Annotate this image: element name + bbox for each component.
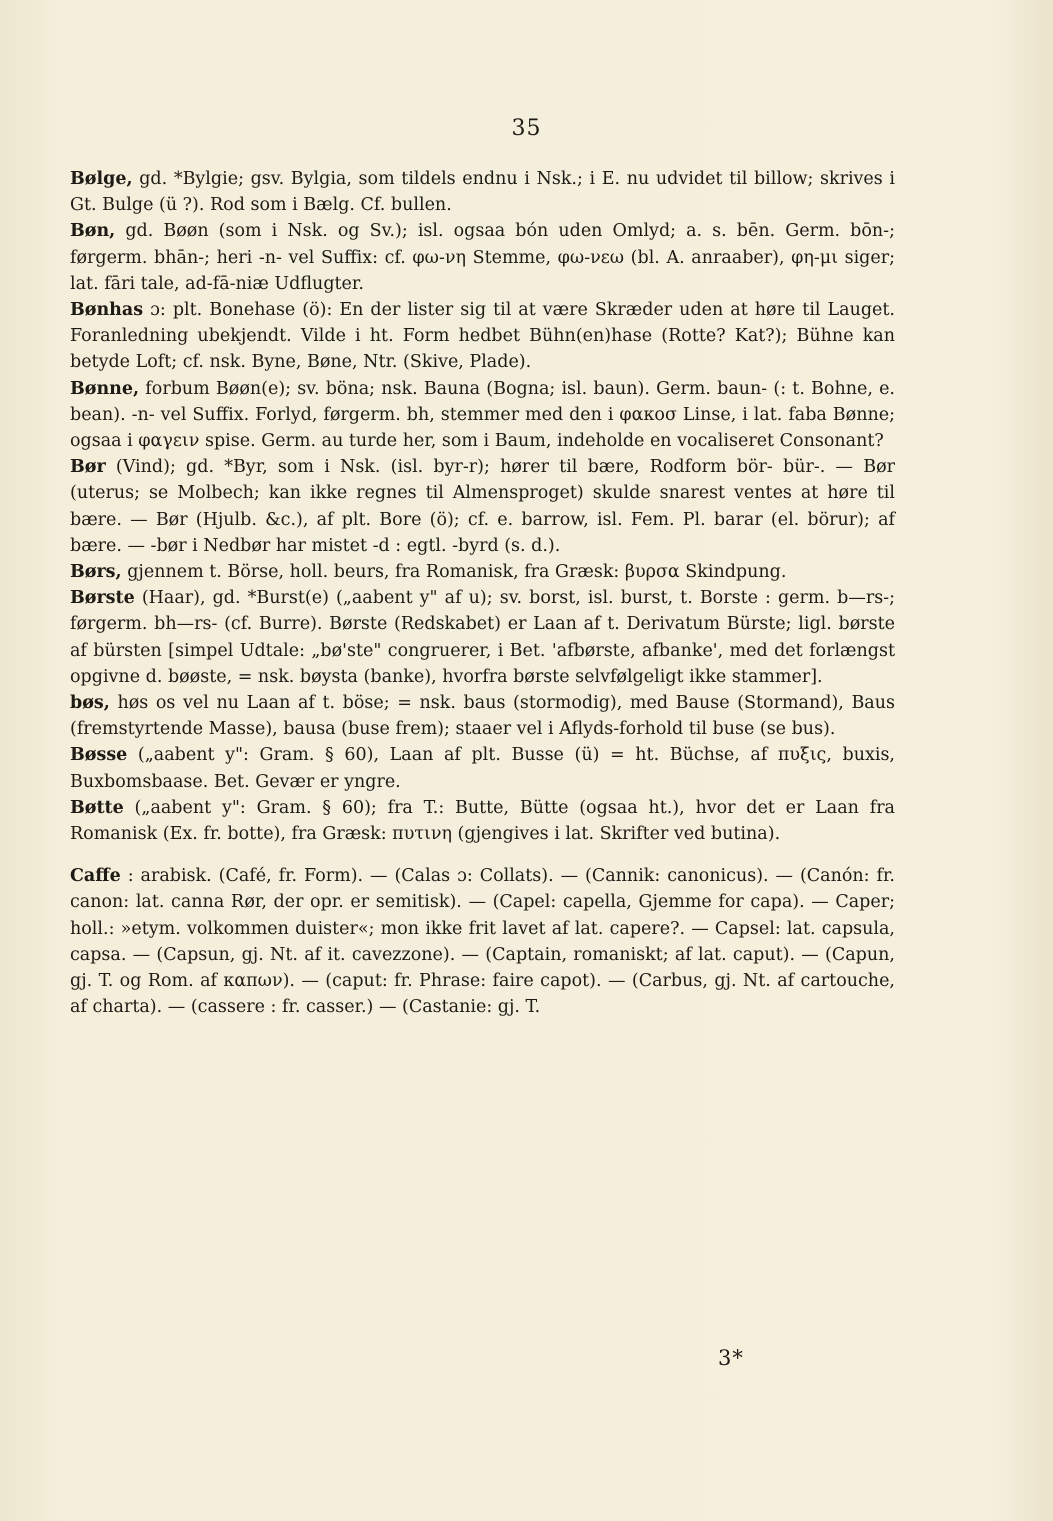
entry-bosse: [70, 742, 895, 794]
entry-headword: bøs,: [70, 693, 110, 714]
entry-borste: [70, 585, 895, 690]
entry-bors: [70, 559, 895, 585]
entry-headword: Bør: [70, 457, 106, 478]
entry-headword: Bøsse: [70, 745, 128, 766]
entry-headword: Bølge,: [70, 169, 133, 189]
entry-headword: Børs,: [70, 562, 122, 583]
entry-text: gd. *Bylgie; gsv. Bylgia, som tildels endnu i Nsk.; i E. nu udvidet til billow; skrives i Gt. Bulge (ü ?). Rod som i Bælg. Cf. bullen.: [70, 169, 895, 216]
page-number: 35: [511, 116, 542, 141]
entry-text: („aabent y": Gram. § 60); fra T.: Butte, Bütte (ogsaa ht.), hvor det er Laan fra Romanisk (Ex. fr. botte), fra Græsk: πυτινη (gjengives i lat. Skrifter ved butina).: [70, 797, 895, 845]
entry-headword: Bøn,: [70, 221, 116, 242]
entry-text: („aabent y": Gram. § 60), Laan af plt. Busse (ü) = ht. Büchse, af πυξις, buxis, Buxbomsbaase. Bet. Gevær er yngre.: [70, 745, 895, 792]
entry-botte: [70, 795, 895, 847]
entry-bos: [70, 690, 895, 742]
entry-headword: Bønne,: [70, 378, 140, 399]
entry-bolge: [70, 166, 895, 218]
entry-text: gjennem t. Börse, holl. beurs, fra Romanisk, fra Græsk: βυρσα Skindpung.: [121, 562, 787, 583]
entry-text: ɔ: plt. Bonehase (ö): En der lister sig til at være Skræder uden at høre til Lauget. Foranledning ubekjendt. Vilde i ht. Form hedbet Bühn(en)hase (Rotte? Kat?); Bühne kan betyde Loft; cf. nsk. Byne, Bøne, Ntr. (Skive, Plade).: [70, 300, 895, 373]
entry-headword: Bønhas: [70, 300, 144, 321]
dictionary-entries: [70, 166, 895, 1021]
entry-bor: [70, 454, 895, 559]
entry-headword: Bøtte: [70, 797, 124, 818]
entry-headword: Børste: [70, 588, 135, 609]
entry-text: (Vind); gd. *Byr, som i Nsk. (isl. byr-r); hører til bære, Rodform bör- bür-. — Bør (uterus; se Molbech; kan ikke regnes til Almensproget) skulde snarest ventes at høre til bære. — Bør (Hjulb. &c.), af plt. Bore (ö); cf. e. barrow, isl. Fem. Pl. barar (el. börur); af bære. — -bør i Nedbør har mistet -d : egtl. -byrd (s. d.).: [70, 457, 895, 556]
entry-headword: Caffe: [70, 866, 121, 887]
entry-text: : arabisk. (Café, fr. Form). — (Calas ɔ: Collats). — (Cannik: canonicus). — (Canón: fr. canon: lat. canna Rør, der opr. er semitisk). — (Capel: capella, Gjemme for capa). — Caper; holl.: »etym. volkommen duister«; mon ikke frit lavet af lat. capere?. — Capsel: lat. capsula, capsa. — (Capsun, gj. Nt. af it. cavezzone). — (Captain, romaniskt; af lat. caput). — (Capun, gj. T. og Rom. af καπων). — (caput: fr. Phrase: faire capot). — (Carbus, gj. Nt. af cartouche, af charta). — (cassere : fr. casser.) — (Castanie: gj. T.: [70, 866, 895, 1018]
entry-text: høs os vel nu Laan af t. böse; = nsk. baus (stormodig), med Bause (Stormand), Baus (fremstyrtende Masse), bausa (buse frem); staaer vel i Aflyds-forhold til buse (se bus).: [70, 693, 895, 740]
entry-bonhas: [70, 297, 895, 376]
entry-caffe: [70, 863, 895, 1020]
printer-signature: 3*: [718, 1346, 744, 1370]
entry-bon: [70, 218, 895, 297]
entry-text: (Haar), gd. *Burst(e) („aabent y" af u); sv. borst, isl. burst, t. Borste : germ. b—rs-; førgerm. bh—rs- (cf. Burre). Børste (Redskabet) er Laan af t. Derivatum Bürste; ligl. børste af bürsten [simpel Udtale: „bø'ste" congruerer, i Bet. 'afbørste, afbanke', med det forlængst opgivne d. bøøste, = nsk. bøysta (banke), hvorfra børste selvfølgeligt ikke stammer].: [70, 588, 895, 687]
entry-text: gd. Bøøn (som i Nsk. og Sv.); isl. ogsaa bón uden Omlyd; a. s. bēn. Germ. bōn-; førgerm. bhān-; heri -n- vel Suffix: cf. φω-νη Stemme, φω-νεω (bl. A. anraaber), φη-μι siger; lat. fāri tale, ad-fā-niæ Udflugter.: [70, 221, 895, 294]
entry-text: forbum Bøøn(e); sv. böna; nsk. Bauna (Bogna; isl. baun). Germ. baun- (: t. Bohne, e. bean). -n- vel Suffix. Forlyd, førgerm. bh, stemmer med den i φακοσ Linse, i lat. faba Bønne; ogsaa i φαγειν spise. Germ. au turde her, som i Baum, indeholde en vocaliseret Consonant?: [70, 378, 895, 452]
entry-bonne: [70, 376, 895, 455]
